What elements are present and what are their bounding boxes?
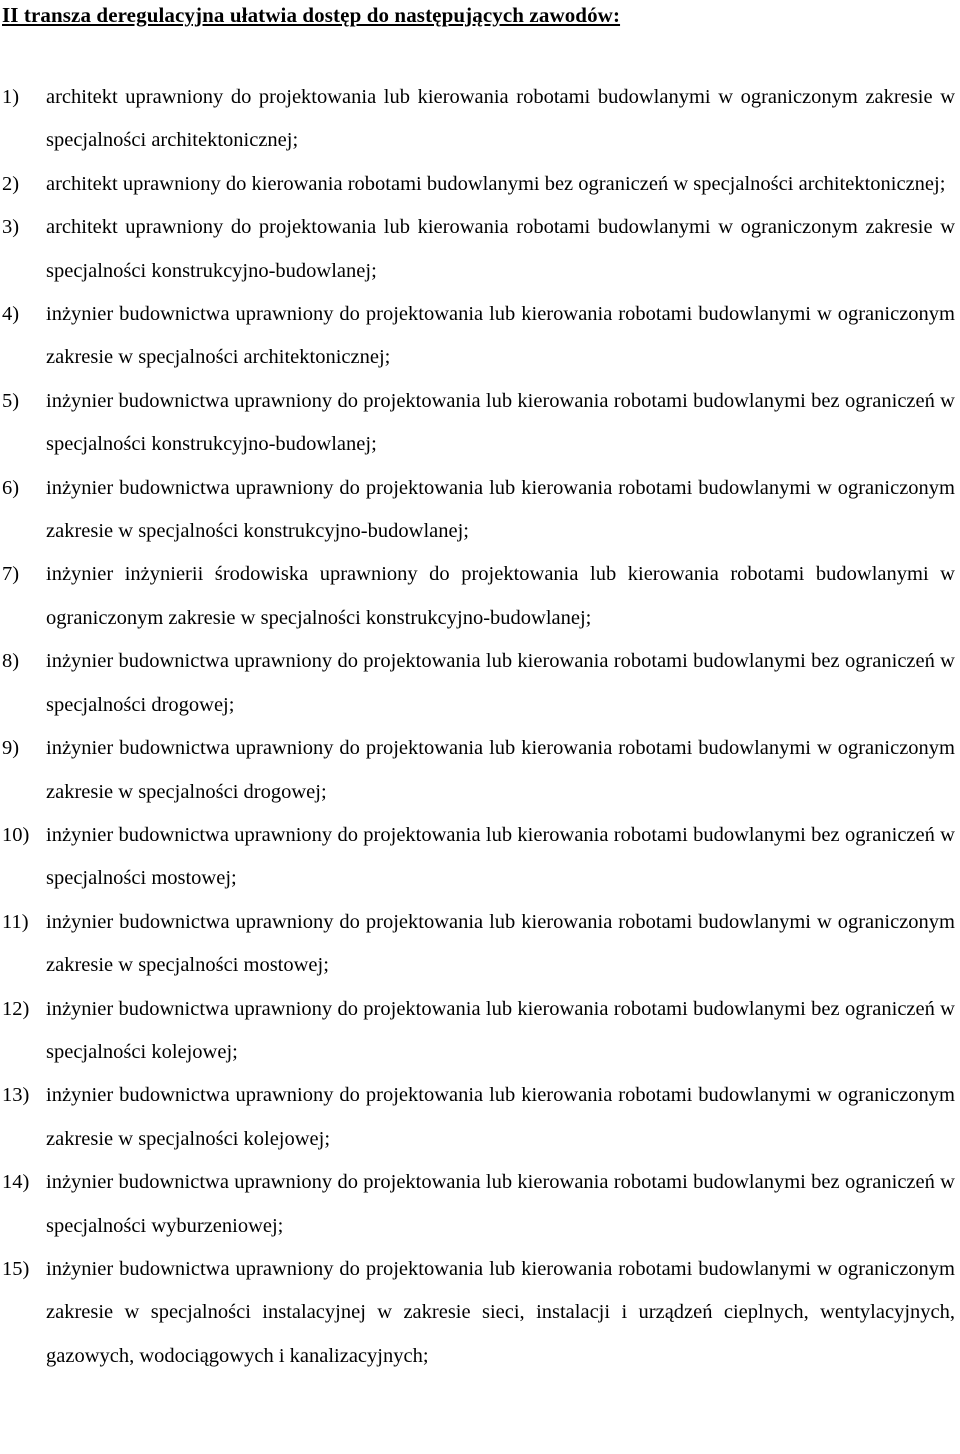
item-number: 3) [2,216,20,239]
item-text: architekt uprawniony do projektowania lub kierowania robotami budowlanymi w ograniczonym zakresie w specjalności konstrukcyjno-budowlanej; [46,216,955,282]
item-text: inżynier budownictwa uprawniony do projektowania lub kierowania robotami budowlanymi w ograniczonym zakresie w specjalności kolejowej; [46,1084,955,1150]
list-item [2,727,955,814]
item-number: 12) [2,997,30,1020]
item-number: 1) [2,86,20,108]
item-number: 13) [2,1084,30,1107]
list-item [2,380,955,467]
item-text: inżynier budownictwa uprawniony do projektowania lub kierowania robotami budowlanymi bez ograniczeń w specjalności konstrukcyjno-budowlanej; [46,389,955,456]
list-item [2,640,955,727]
list-item [2,1248,955,1378]
item-text: inżynier budownictwa uprawniony do projektowania lub kierowania robotami budowlanymi w ograniczonym zakresie w specjalności konstrukcyjno-budowlanej; [46,476,955,543]
item-text: inżynier budownictwa uprawniony do projektowania lub kierowania robotami budowlanymi w ograniczonym zakresie w specjalności drogowej; [46,737,955,803]
list-item [2,206,955,293]
item-number: 10) [2,823,30,846]
profession-list [2,76,955,1378]
item-number: 11) [2,910,29,933]
item-number: 2) [2,172,20,195]
item-text: inżynier budownictwa uprawniony do projektowania lub kierowania robotami budowlanymi bez ograniczeń w specjalności kolejowej; [46,997,955,1063]
list-item [2,76,955,163]
item-number: 15) [2,1257,30,1280]
document-heading: II transza deregulacyjna ułatwia dostęp do następujących zawodów: [2,3,621,27]
list-item [2,1074,955,1161]
list-item [2,1161,955,1248]
item-text: inżynier budownictwa uprawniony do projektowania lub kierowania robotami budowlanymi w ograniczonym zakresie w specjalności instalacyjnej w zakresie sieci, instalacji i urządzeń cieplnych, wentylacyjnych, gazowych, wodociągowych i kanalizacyjnych; [46,1257,955,1367]
list-item [2,814,955,901]
item-text: inżynier budownictwa uprawniony do projektowania lub kierowania robotami budowlanymi w ograniczonym zakresie w specjalności architektonicznej; [46,303,955,369]
list-item [2,553,955,640]
item-text: inżynier inżynierii środowiska uprawniony do projektowania lub kierowania robotami budowlanymi w ograniczonym zakresie w specjalności konstrukcyjno-budowlanej; [46,563,955,629]
list-item [2,988,955,1075]
item-number: 4) [2,303,20,326]
item-number: 7) [2,563,20,586]
item-text: inżynier budownictwa uprawniony do projektowania lub kierowania robotami budowlanymi w ograniczonym zakresie w specjalności mostowej; [46,910,955,977]
item-text: inżynier budownictwa uprawniony do projektowania lub kierowania robotami budowlanymi bez ograniczeń w specjalności mostowej; [46,823,955,890]
item-number: 14) [2,1171,30,1194]
item-number: 5) [2,389,20,412]
item-text: architekt uprawniony do kierowania robotami budowlanymi bez ograniczeń w specjalności architektonicznej; [46,172,946,195]
item-number: 9) [2,737,20,760]
list-item [2,901,955,988]
list-item [2,163,955,206]
item-number: 8) [2,650,20,673]
item-number: 6) [2,476,20,499]
item-text: inżynier budownictwa uprawniony do projektowania lub kierowania robotami budowlanymi bez ograniczeń w specjalności drogowej; [46,650,955,716]
list-item [2,467,955,554]
item-text: architekt uprawniony do projektowania lub kierowania robotami budowlanymi w ograniczonym zakresie w specjalności architektonicznej; [46,86,955,152]
list-item [2,293,955,380]
item-text: inżynier budownictwa uprawniony do projektowania lub kierowania robotami budowlanymi bez ograniczeń w specjalności wyburzeniowej; [46,1171,955,1237]
